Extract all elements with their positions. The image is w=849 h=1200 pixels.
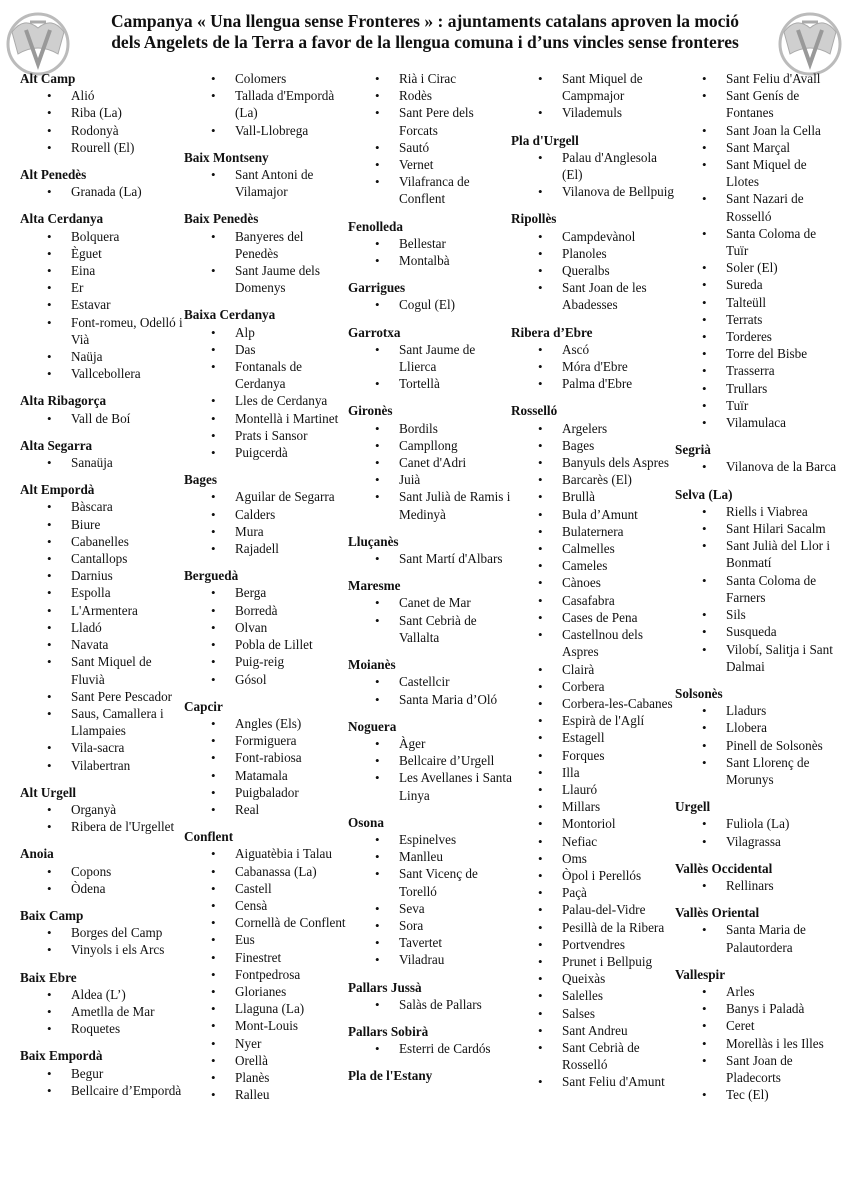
list-item: • Lladó: [20, 619, 185, 636]
comarca-heading: Lluçanès: [348, 533, 399, 549]
list-item: • Alió: [20, 87, 185, 104]
list-item: • Llobera: [675, 719, 840, 736]
list-item: • Campllong: [348, 437, 513, 454]
municipality-list: [184, 228, 349, 297]
list-item: • Sant Pere dels Forcats: [348, 104, 513, 138]
comarca-heading: Maresme: [348, 578, 401, 594]
comarca-heading: Vallès Occidental: [675, 860, 773, 876]
municipality-list: [348, 831, 513, 969]
municipality-list: [675, 815, 840, 849]
list-item: • Tavertet: [348, 934, 513, 951]
list-item: • Finestret: [184, 949, 349, 966]
list-item: • Pesillà de la Ribera: [511, 919, 676, 936]
comarca-heading: Capcir: [184, 698, 223, 714]
list-item: • Aiguatèbia i Talau: [184, 845, 349, 862]
list-item: • Arles: [675, 983, 840, 1000]
comarca-heading: Selva (La): [675, 486, 733, 502]
comarca-heading: Garrigues: [348, 280, 406, 296]
list-item: • Castellnou dels Aspres: [511, 626, 676, 660]
municipality-list: [20, 183, 185, 200]
municipality-list: [20, 410, 185, 427]
list-item: • Sant Feliu d'Avall: [675, 70, 840, 87]
list-item: • Angles (Els): [184, 715, 349, 732]
municipality-list: [511, 70, 676, 122]
list-item: • Vilafranca de Conflent: [348, 173, 513, 207]
comarca-heading: Pla de l'Estany: [348, 1068, 433, 1084]
municipality-list: [184, 70, 349, 139]
list-item: • Puig-reig: [184, 653, 349, 670]
list-item: • Sant Pere Pescador: [20, 688, 185, 705]
list-item: • Vilanova de Bellpuig: [511, 183, 676, 200]
list-item: • Seva: [348, 900, 513, 917]
column-2: [184, 70, 349, 1103]
list-item: • Clairà: [511, 661, 676, 678]
list-item: • Cases de Pena: [511, 609, 676, 626]
list-item: • Tuïr: [675, 397, 840, 414]
comarca-heading: Berguedà: [184, 568, 239, 584]
list-item: • Biure: [20, 516, 185, 533]
list-item: • Mura: [184, 523, 349, 540]
list-item: • Santa Maria d’Oló: [348, 691, 513, 708]
list-item: • Palau-del-Vidre: [511, 901, 676, 918]
list-item: • Bellestar: [348, 235, 513, 252]
municipality-list: [348, 735, 513, 804]
list-item: • Montellà i Martinet: [184, 410, 349, 427]
list-item: • Bages: [511, 437, 676, 454]
list-item: • Sautó: [348, 139, 513, 156]
list-item: • Vilamulaca: [675, 414, 840, 431]
list-item: • Er: [20, 279, 185, 296]
list-item: • Oms: [511, 850, 676, 867]
list-item: • Llauró: [511, 781, 676, 798]
list-item: • Banyuls dels Aspres: [511, 454, 676, 471]
list-item: • Ceret: [675, 1017, 840, 1034]
list-item: • Torre del Bisbe: [675, 345, 840, 362]
list-item: • Castell: [184, 880, 349, 897]
list-item: • Salàs de Pallars: [348, 996, 513, 1013]
comarca-heading: Conflent: [184, 829, 234, 845]
list-item: • Santa Coloma de Farners: [675, 572, 840, 606]
list-item: • Font-romeu, Odelló i Vià: [20, 314, 185, 348]
list-item: • Nyer: [184, 1035, 349, 1052]
list-item: • Navata: [20, 636, 185, 653]
municipality-list: [675, 458, 840, 475]
list-item: • Queralbs: [511, 262, 676, 279]
list-item: • Palau d'Anglesola (El): [511, 149, 676, 183]
comarca-heading: Pallars Sobirà: [348, 1023, 429, 1039]
list-item: • Pobla de Lillet: [184, 636, 349, 653]
list-item: • Sant Vicenç de Torelló: [348, 865, 513, 899]
list-item: • Saus, Camallera i Llampaies: [20, 705, 185, 739]
comarca-heading: Rosselló: [511, 403, 558, 419]
comarca-heading: Baix Camp: [20, 907, 84, 923]
municipality-list: [348, 1040, 513, 1057]
list-item: • Borges del Camp: [20, 924, 185, 941]
list-item: • Canet de Mar: [348, 594, 513, 611]
list-item: • Planès: [184, 1069, 349, 1086]
list-item: • Nefiac: [511, 833, 676, 850]
comarca-heading: Pallars Jussà: [348, 979, 422, 995]
comarca-heading: Gironès: [348, 403, 393, 419]
list-item: • Fuliola (La): [675, 815, 840, 832]
municipality-list: [20, 228, 185, 383]
list-item: • Vilanova de la Barca: [675, 458, 840, 475]
list-item: • Sant Martí d'Albars: [348, 550, 513, 567]
municipality-list: [20, 801, 185, 835]
list-item: • Bula d’Amunt: [511, 506, 676, 523]
list-item: • Cànoes: [511, 574, 676, 591]
list-item: • Bàscara: [20, 498, 185, 515]
comarca-heading: Segrià: [675, 442, 711, 458]
column-4: [511, 70, 676, 1091]
list-item: • Copons: [20, 863, 185, 880]
municipality-list: [348, 673, 513, 707]
list-item: • Estagell: [511, 729, 676, 746]
municipality-list: [511, 420, 676, 1091]
list-item: • Granada (La): [20, 183, 185, 200]
list-item: • Barcarès (El): [511, 471, 676, 488]
list-item: • Organyà: [20, 801, 185, 818]
list-item: • Prats i Sansor: [184, 427, 349, 444]
list-item: • Rodès: [348, 87, 513, 104]
comarca-heading: Bages: [184, 472, 217, 488]
column-5: [675, 70, 840, 1103]
municipality-list: [184, 488, 349, 557]
list-item: • Terrats: [675, 311, 840, 328]
list-item: • Trasserra: [675, 362, 840, 379]
list-item: • Sant Julià del Llor i Bonmatí: [675, 537, 840, 571]
list-item: • Paçà: [511, 884, 676, 901]
list-item: • Vilagrassa: [675, 833, 840, 850]
list-item: • Sils: [675, 606, 840, 623]
municipality-list: [20, 863, 185, 897]
list-item: • Pinell de Solsonès: [675, 737, 840, 754]
list-item: • Sant Andreu: [511, 1022, 676, 1039]
list-item: • Riells i Viabrea: [675, 503, 840, 520]
list-item: • Ascó: [511, 341, 676, 358]
list-item: • Calmelles: [511, 540, 676, 557]
list-item: • Cabanassa (La): [184, 863, 349, 880]
municipality-list: [20, 1065, 185, 1099]
list-item: • Sora: [348, 917, 513, 934]
comarca-heading: Urgell: [675, 799, 711, 815]
list-item: • Gósol: [184, 671, 349, 688]
title-line-1: Campanya « Una llengua sense Fronteres » : ajuntaments catalans aproven la moció: [110, 11, 740, 31]
comarca-heading: Vallespir: [675, 966, 726, 982]
list-item: • Sant Nazari de Rosselló: [675, 190, 840, 224]
comarca-heading: Baix Montseny: [184, 149, 269, 165]
municipality-list: [184, 845, 349, 1103]
list-item: • Vall-Llobrega: [184, 122, 349, 139]
list-item: • Darnius: [20, 567, 185, 584]
list-item: • Espolla: [20, 584, 185, 601]
list-item: • Les Avellanes i Santa Linya: [348, 769, 513, 803]
comarca-heading: Solsonès: [675, 685, 723, 701]
list-item: • Berga: [184, 584, 349, 601]
list-item: • Prunet i Bellpuig: [511, 953, 676, 970]
municipality-list: [184, 715, 349, 818]
list-item: • Lladurs: [675, 702, 840, 719]
comarca-heading: Moianès: [348, 657, 396, 673]
list-item: • Formiguera: [184, 732, 349, 749]
list-item: • Espirà de l'Aglí: [511, 712, 676, 729]
list-item: • Vilademuls: [511, 104, 676, 121]
municipality-list: [348, 420, 513, 523]
comarca-heading: Alta Segarra: [20, 437, 93, 453]
list-item: • Eina: [20, 262, 185, 279]
municipality-list: [511, 341, 676, 393]
list-item: • Corbera: [511, 678, 676, 695]
list-item: • Millars: [511, 798, 676, 815]
municipality-list: [675, 702, 840, 788]
list-item: • Sant Antoni de Vilamajor: [184, 166, 349, 200]
list-item: • Torderes: [675, 328, 840, 345]
comarca-heading: Baix Ebre: [20, 969, 77, 985]
municipality-list: [20, 87, 185, 156]
municipality-list: [20, 924, 185, 958]
list-item: • Òdena: [20, 880, 185, 897]
list-item: • Portvendres: [511, 936, 676, 953]
list-item: • Matamala: [184, 767, 349, 784]
list-item: • Soler (El): [675, 259, 840, 276]
list-item: • Santa Coloma de Tuïr: [675, 225, 840, 259]
list-item: • Tec (El): [675, 1086, 840, 1103]
list-item: • Vernet: [348, 156, 513, 173]
list-item: • Aldea (L’): [20, 986, 185, 1003]
list-item: • Sant Joan de les Abadesses: [511, 279, 676, 313]
list-item: • Vinyols i els Arcs: [20, 941, 185, 958]
list-item: • Rodonyà: [20, 122, 185, 139]
list-item: • Rourell (El): [20, 139, 185, 156]
list-item: • Alp: [184, 324, 349, 341]
comarca-heading: Vallès Oriental: [675, 905, 760, 921]
municipality-list: [348, 70, 513, 208]
list-item: • Sant Cebrià de Vallalta: [348, 612, 513, 646]
list-item: • Èguet: [20, 245, 185, 262]
municipality-list: [184, 324, 349, 462]
list-item: • Argelers: [511, 420, 676, 437]
list-item: • Tallada d'Empordà (La): [184, 87, 349, 121]
list-item: • Salses: [511, 1005, 676, 1022]
comarca-heading: Alt Camp: [20, 71, 76, 86]
municipality-list: [348, 296, 513, 313]
list-item: • Estavar: [20, 296, 185, 313]
municipality-list: [20, 986, 185, 1038]
list-item: • Sant Joan de Pladecorts: [675, 1052, 840, 1086]
list-item: • Vilobí, Salitja i Sant Dalmai: [675, 641, 840, 675]
page-title: [90, 11, 760, 53]
list-item: • Òpol i Perellós: [511, 867, 676, 884]
list-item: • Naüja: [20, 348, 185, 365]
list-item: • Bordils: [348, 420, 513, 437]
comarca-heading: Alt Penedès: [20, 167, 87, 183]
list-item: • Puigbalador: [184, 784, 349, 801]
list-item: • Bolquera: [20, 228, 185, 245]
list-item: • Eus: [184, 931, 349, 948]
municipality-list: [675, 983, 840, 1103]
list-item: • Sant Julià de Ramis i Medinyà: [348, 488, 513, 522]
list-item: • Fontanals de Cerdanya: [184, 358, 349, 392]
list-item: • Forques: [511, 747, 676, 764]
list-item: • Banyeres del Penedès: [184, 228, 349, 262]
municipality-list: [20, 454, 185, 471]
list-item: • Cornellà de Conflent: [184, 914, 349, 931]
list-item: • Rajadell: [184, 540, 349, 557]
title-line-2: dels Angelets de la Terra a favor de la llengua comuna i d’uns vincles sense fronteres: [111, 32, 739, 52]
list-item: • Lles de Cerdanya: [184, 392, 349, 409]
municipality-list: [348, 341, 513, 393]
comarca-heading: Noguera: [348, 718, 397, 734]
column-1: [20, 70, 185, 1099]
comarca-heading: Osona: [348, 814, 384, 830]
list-item: • Planoles: [511, 245, 676, 262]
municipality-list: [348, 235, 513, 269]
list-item: • Cabanelles: [20, 533, 185, 550]
list-item: • Orellà: [184, 1052, 349, 1069]
list-item: • Das: [184, 341, 349, 358]
municipality-list: [675, 877, 840, 894]
list-item: • Font-rabiosa: [184, 749, 349, 766]
list-item: • Cogul (El): [348, 296, 513, 313]
list-item: • Glorianes: [184, 983, 349, 1000]
list-item: • Borredà: [184, 602, 349, 619]
list-item: • Roquetes: [20, 1020, 185, 1037]
comarca-heading: Ripollès: [511, 211, 557, 227]
list-item: • Brullà: [511, 488, 676, 505]
list-item: • Vilabertran: [20, 757, 185, 774]
list-item: • Campdevànol: [511, 228, 676, 245]
municipality-list: [675, 70, 840, 431]
list-item: • Ralleu: [184, 1086, 349, 1103]
municipality-list: [184, 166, 349, 200]
list-item: • Montoriol: [511, 815, 676, 832]
comarca-heading: Fenolleda: [348, 218, 403, 234]
list-item: • Bellcaire d’Urgell: [348, 752, 513, 769]
list-item: • Vall de Boí: [20, 410, 185, 427]
comarca-heading: Baixa Cerdanya: [184, 307, 276, 323]
comarca-heading: Alt Urgell: [20, 784, 77, 800]
list-item: • Móra d'Ebre: [511, 358, 676, 375]
municipality-list: [184, 584, 349, 687]
list-item: • Sant Miquel de Llotes: [675, 156, 840, 190]
list-item: • Sant Joan la Cella: [675, 122, 840, 139]
list-item: • Sant Hilari Sacalm: [675, 520, 840, 537]
list-item: • Tortellà: [348, 375, 513, 392]
municipality-list: [348, 594, 513, 646]
list-item: • Sant Cebrià de Rosselló: [511, 1039, 676, 1073]
comarca-heading: Ribera d’Ebre: [511, 324, 593, 340]
list-item: • Puigcerdà: [184, 444, 349, 461]
municipality-list: [20, 498, 185, 773]
list-item: • Sant Miquel de Campmajor: [511, 70, 676, 104]
comarca-heading: Alta Cerdanya: [20, 211, 104, 227]
list-item: • Sant Jaume dels Domenys: [184, 262, 349, 296]
list-item: • Ribera de l'Urgellet: [20, 818, 185, 835]
list-item: • Cameles: [511, 557, 676, 574]
comarca-heading: Anoia: [20, 846, 54, 862]
list-item: • Llaguna (La): [184, 1000, 349, 1017]
list-item: • Àger: [348, 735, 513, 752]
list-item: • Riba (La): [20, 104, 185, 121]
list-item: • Casafabra: [511, 592, 676, 609]
list-item: • Castellcir: [348, 673, 513, 690]
list-item: • Susqueda: [675, 623, 840, 640]
list-item: • Illa: [511, 764, 676, 781]
list-item: • Espinelves: [348, 831, 513, 848]
list-item: • Calders: [184, 506, 349, 523]
list-item: • Banys i Paladà: [675, 1000, 840, 1017]
list-item: • Bulaternera: [511, 523, 676, 540]
comarca-heading: Garrotxa: [348, 324, 401, 340]
list-item: • Vila-sacra: [20, 739, 185, 756]
list-item: • Manlleu: [348, 848, 513, 865]
municipality-list: [511, 228, 676, 314]
list-item: • Sureda: [675, 276, 840, 293]
comarca-heading: Baix Empordà: [20, 1048, 103, 1064]
comarca-heading: Alt Empordà: [20, 482, 95, 498]
list-item: • Rià i Cirac: [348, 70, 513, 87]
list-item: • Morellàs i les Illes: [675, 1035, 840, 1052]
list-item: • Censà: [184, 897, 349, 914]
list-item: • Trullars: [675, 380, 840, 397]
list-item: • Cantallops: [20, 550, 185, 567]
list-item: • Sanaüja: [20, 454, 185, 471]
list-item: • Mont-Louis: [184, 1017, 349, 1034]
municipality-list: [675, 921, 840, 955]
list-item: • Talteüll: [675, 294, 840, 311]
list-item: • Salelles: [511, 987, 676, 1004]
list-item: • Rellinars: [675, 877, 840, 894]
list-item: • Sant Miquel de Fluvià: [20, 653, 185, 687]
list-item: • Esterri de Cardós: [348, 1040, 513, 1057]
column-3: [348, 70, 513, 1085]
list-item: • Fontpedrosa: [184, 966, 349, 983]
list-item: • Corbera-les-Cabanes: [511, 695, 676, 712]
list-item: • Bellcaire d’Empordà: [20, 1082, 185, 1099]
list-item: • Aguilar de Segarra: [184, 488, 349, 505]
list-item: • Sant Marçal: [675, 139, 840, 156]
list-item: • Sant Feliu d'Amunt: [511, 1073, 676, 1090]
list-item: • Colomers: [184, 70, 349, 87]
comarca-heading: Baix Penedès: [184, 211, 259, 227]
list-item: • Sant Jaume de Llierca: [348, 341, 513, 375]
list-item: • Olvan: [184, 619, 349, 636]
list-item: • Begur: [20, 1065, 185, 1082]
list-item: • Santa Maria de Palautordera: [675, 921, 840, 955]
municipality-list: [675, 503, 840, 675]
list-item: • Sant Llorenç de Morunys: [675, 754, 840, 788]
list-item: • Real: [184, 801, 349, 818]
municipality-list: [348, 550, 513, 567]
list-item: • Palma d'Ebre: [511, 375, 676, 392]
municipality-list: [348, 996, 513, 1013]
list-item: • Canet d'Adri: [348, 454, 513, 471]
list-item: • L'Armentera: [20, 602, 185, 619]
list-item: • Vallcebollera: [20, 365, 185, 382]
list-item: • Montalbà: [348, 252, 513, 269]
list-item: • Juià: [348, 471, 513, 488]
municipality-list: [511, 149, 676, 201]
list-item: • Sant Genís de Fontanes: [675, 87, 840, 121]
list-item: • Queixàs: [511, 970, 676, 987]
comarca-heading: Alta Ribagorça: [20, 393, 107, 409]
list-item: • Viladrau: [348, 951, 513, 968]
comarca-heading: Pla d'Urgell: [511, 132, 579, 148]
list-item: • Ametlla de Mar: [20, 1003, 185, 1020]
